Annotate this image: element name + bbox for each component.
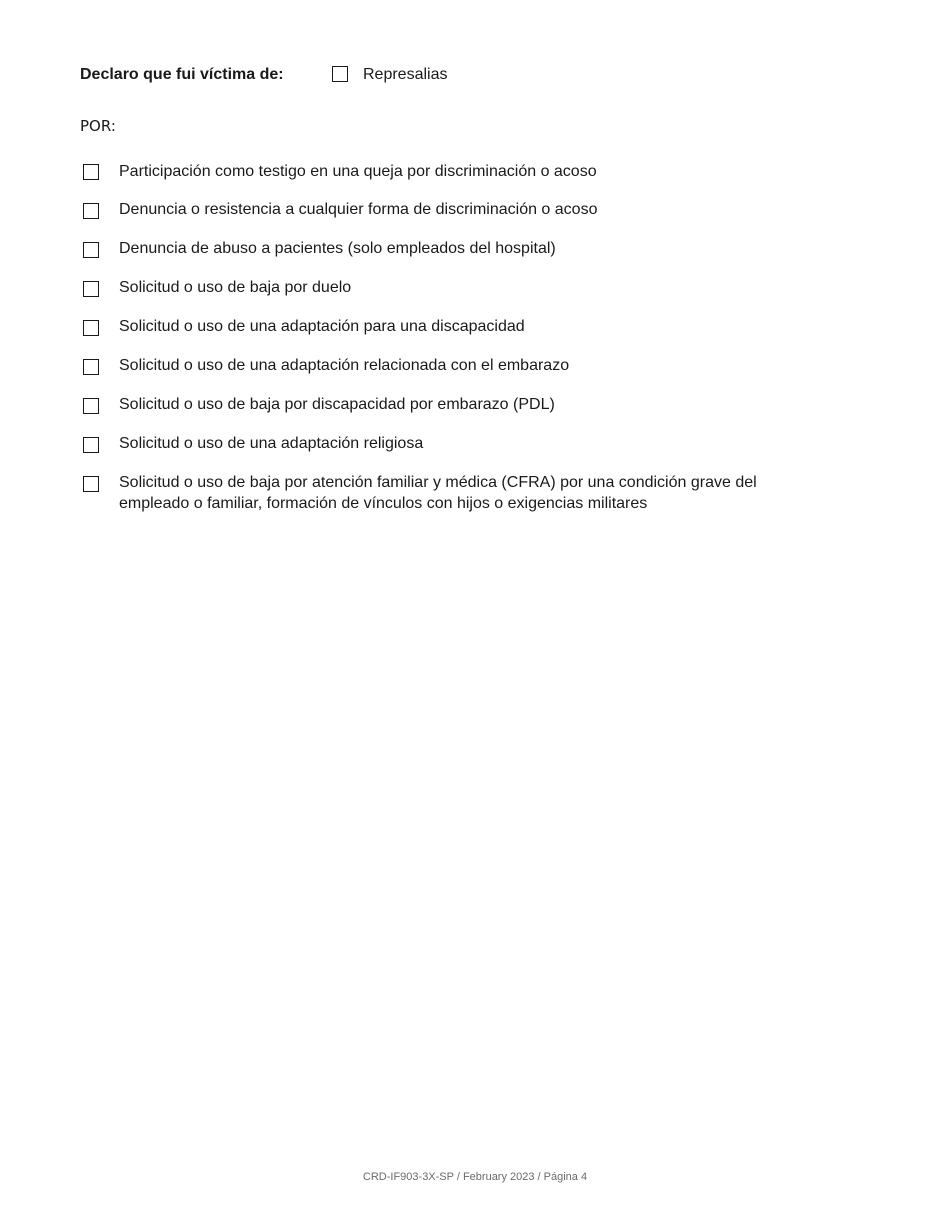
option-label-cfra: Solicitud o uso de baja por atención familiar y médica (CFRA) por una condición grave del empleado o familiar, formación de vínculos con hijos o exigencias militares [119, 474, 757, 512]
option-label-patient-abuse: Denuncia de abuso a pacientes (solo empleados del hospital) [119, 240, 556, 257]
option-label-witness: Participación como testigo en una queja por discriminación o acoso [119, 163, 597, 180]
option-label-opposition: Denuncia o resistencia a cualquier forma de discriminación o acoso [119, 201, 598, 218]
por-label: POR: [80, 117, 116, 135]
retaliation-label: Represalias [363, 66, 448, 83]
option-checkbox-opposition[interactable] [83, 203, 99, 219]
option-checkbox-religious-accommodation[interactable] [83, 437, 99, 453]
option-label-religious-accommodation: Solicitud o uso de una adaptación religiosa [119, 435, 424, 452]
option-label-pdl: Solicitud o uso de baja por discapacidad por embarazo (PDL) [119, 396, 555, 413]
option-checkbox-witness[interactable] [83, 164, 99, 180]
page-footer: CRD-IF903-3X-SP / February 2023 / Página 4 [362, 1171, 588, 1183]
option-label-bereavement: Solicitud o uso de baja por duelo [119, 279, 352, 296]
option-checkbox-patient-abuse[interactable] [83, 242, 99, 258]
option-checkbox-bereavement[interactable] [83, 281, 99, 297]
option-checkbox-cfra[interactable] [83, 476, 99, 492]
declare-label: Declaro que fui víctima de: [80, 66, 284, 83]
option-label-pregnancy-accommodation: Solicitud o uso de una adaptación relacionada con el embarazo [119, 357, 570, 374]
option-checkbox-disability-accommodation[interactable] [83, 320, 99, 336]
retaliation-checkbox[interactable] [332, 66, 348, 82]
option-checkbox-pregnancy-accommodation[interactable] [83, 359, 99, 375]
option-checkbox-pdl[interactable] [83, 398, 99, 414]
option-label-disability-accommodation: Solicitud o uso de una adaptación para una discapacidad [119, 318, 525, 335]
